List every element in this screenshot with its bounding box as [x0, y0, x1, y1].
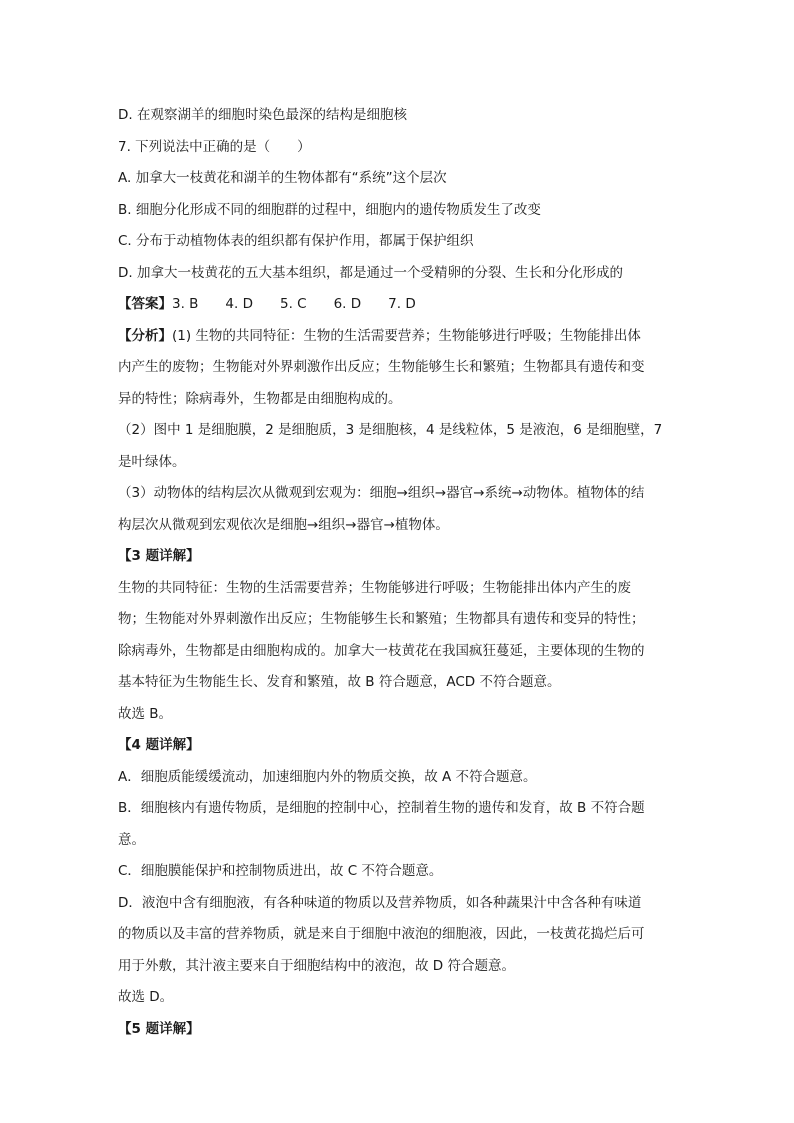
analysis-line-6: （3）动物体的结构层次从微观到宏观为：细胞→组织→器官→系统→动物体。植物体的结 [118, 485, 645, 501]
option-a-q7: A. 加拿大一枝黄花和湖羊的生物体都有“系统”这个层次 [118, 170, 447, 186]
option-d-q7: D. 加拿大一枝黄花的五大基本组织，都是通过一个受精卵的分裂、生长和分化形成的 [118, 264, 623, 281]
q4-option-a: A．细胞质能缓缓流动，加速细胞内外的物质交换，故 A 不符合题意。 [118, 768, 537, 785]
q4-option-d-line-3: 用于外敷，其汁液主要来自于细胞结构中的液泡，故 D 符合题意。 [118, 957, 515, 974]
analysis-line-4: （2）图中 1 是细胞膜，2 是细胞质，3 是细胞核，4 是线粒体，5 是液泡，6 是细胞壁，7 [118, 422, 663, 438]
q3-choose: 故选 B。 [118, 705, 173, 722]
analysis-line-5: 是叶绿体。 [118, 453, 186, 470]
section-q3-heading: 【3 题详解】 [118, 548, 200, 564]
q4-option-b-line-1: B．细胞核内有遗传物质，是细胞的控制中心，控制着生物的遗传和发育，故 B 不符合题 [118, 800, 645, 816]
answer-label: 【答案】 [118, 296, 172, 312]
q3-detail-line-1: 生物的共同特征：生物的生活需要营养；生物能够进行呼吸；生物能排出体内产生的废 [118, 579, 631, 596]
analysis-line-7: 构层次从微观到宏观依次是细胞→组织→器官→植物体。 [118, 516, 449, 533]
q3-detail-line-2: 物；生物能对外界刺激作出反应；生物能够生长和繁殖；生物都具有遗传和变异的特性； [118, 611, 645, 627]
document-body [118, 103, 680, 1048]
analysis-text-1: (1) 生物的共同特征：生物的生活需要营养；生物能够进行呼吸；生物能排出体 [172, 327, 641, 344]
analysis-label: 【分析】 [118, 327, 172, 344]
q4-choose: 故选 D。 [118, 989, 174, 1005]
analysis-line-3: 异的特性；除病毒外，生物都是由细胞构成的。 [118, 390, 402, 407]
q4-option-c: C．细胞膜能保护和控制物质进出，故 C 不符合题意。 [118, 863, 443, 879]
q4-option-d-line-2: 的物质以及丰富的营养物质，就是来自于细胞中液泡的细胞液，因此，一枝黄花捣烂后可 [118, 926, 645, 942]
answer-line [118, 292, 680, 316]
q3-detail-line-3: 除病毒外，生物都是由细胞构成的。加拿大一枝黄花在我国疯狂蔓延，主要体现的生物的 [118, 642, 645, 659]
section-q4-heading: 【4 题详解】 [118, 737, 200, 753]
analysis-line-2: 内产生的废物；生物能对外界刺激作出反应；生物能够生长和繁殖；生物都具有遗传和变 [118, 359, 645, 375]
option-d-q6: D. 在观察湖羊的细胞时染色最深的结构是细胞核 [118, 107, 407, 123]
option-c-q7: C. 分布于动植物体表的组织都有保护作用，都属于保护组织 [118, 233, 474, 249]
q4-option-b-line-2: 意。 [118, 831, 145, 848]
q4-option-d-line-1: D．液泡中含有细胞液，有各种味道的物质以及营养物质，如各种蔬果汁中含各种有味道 [118, 894, 642, 911]
option-b-q7: B. 细胞分化形成不同的细胞群的过程中，细胞内的遗传物质发生了改变 [118, 201, 541, 218]
answer-values: 3. B 4. D 5. C 6. D 7. D [172, 296, 416, 312]
q3-detail-line-4: 基本特征为生物能生长、发育和繁殖，故 B 符合题意，ACD 不符合题意。 [118, 674, 561, 690]
analysis-line-1 [118, 324, 680, 348]
question-7: 7. 下列说法中正确的是（ ） [118, 138, 311, 155]
section-q5-heading: 【5 题详解】 [118, 1020, 200, 1037]
